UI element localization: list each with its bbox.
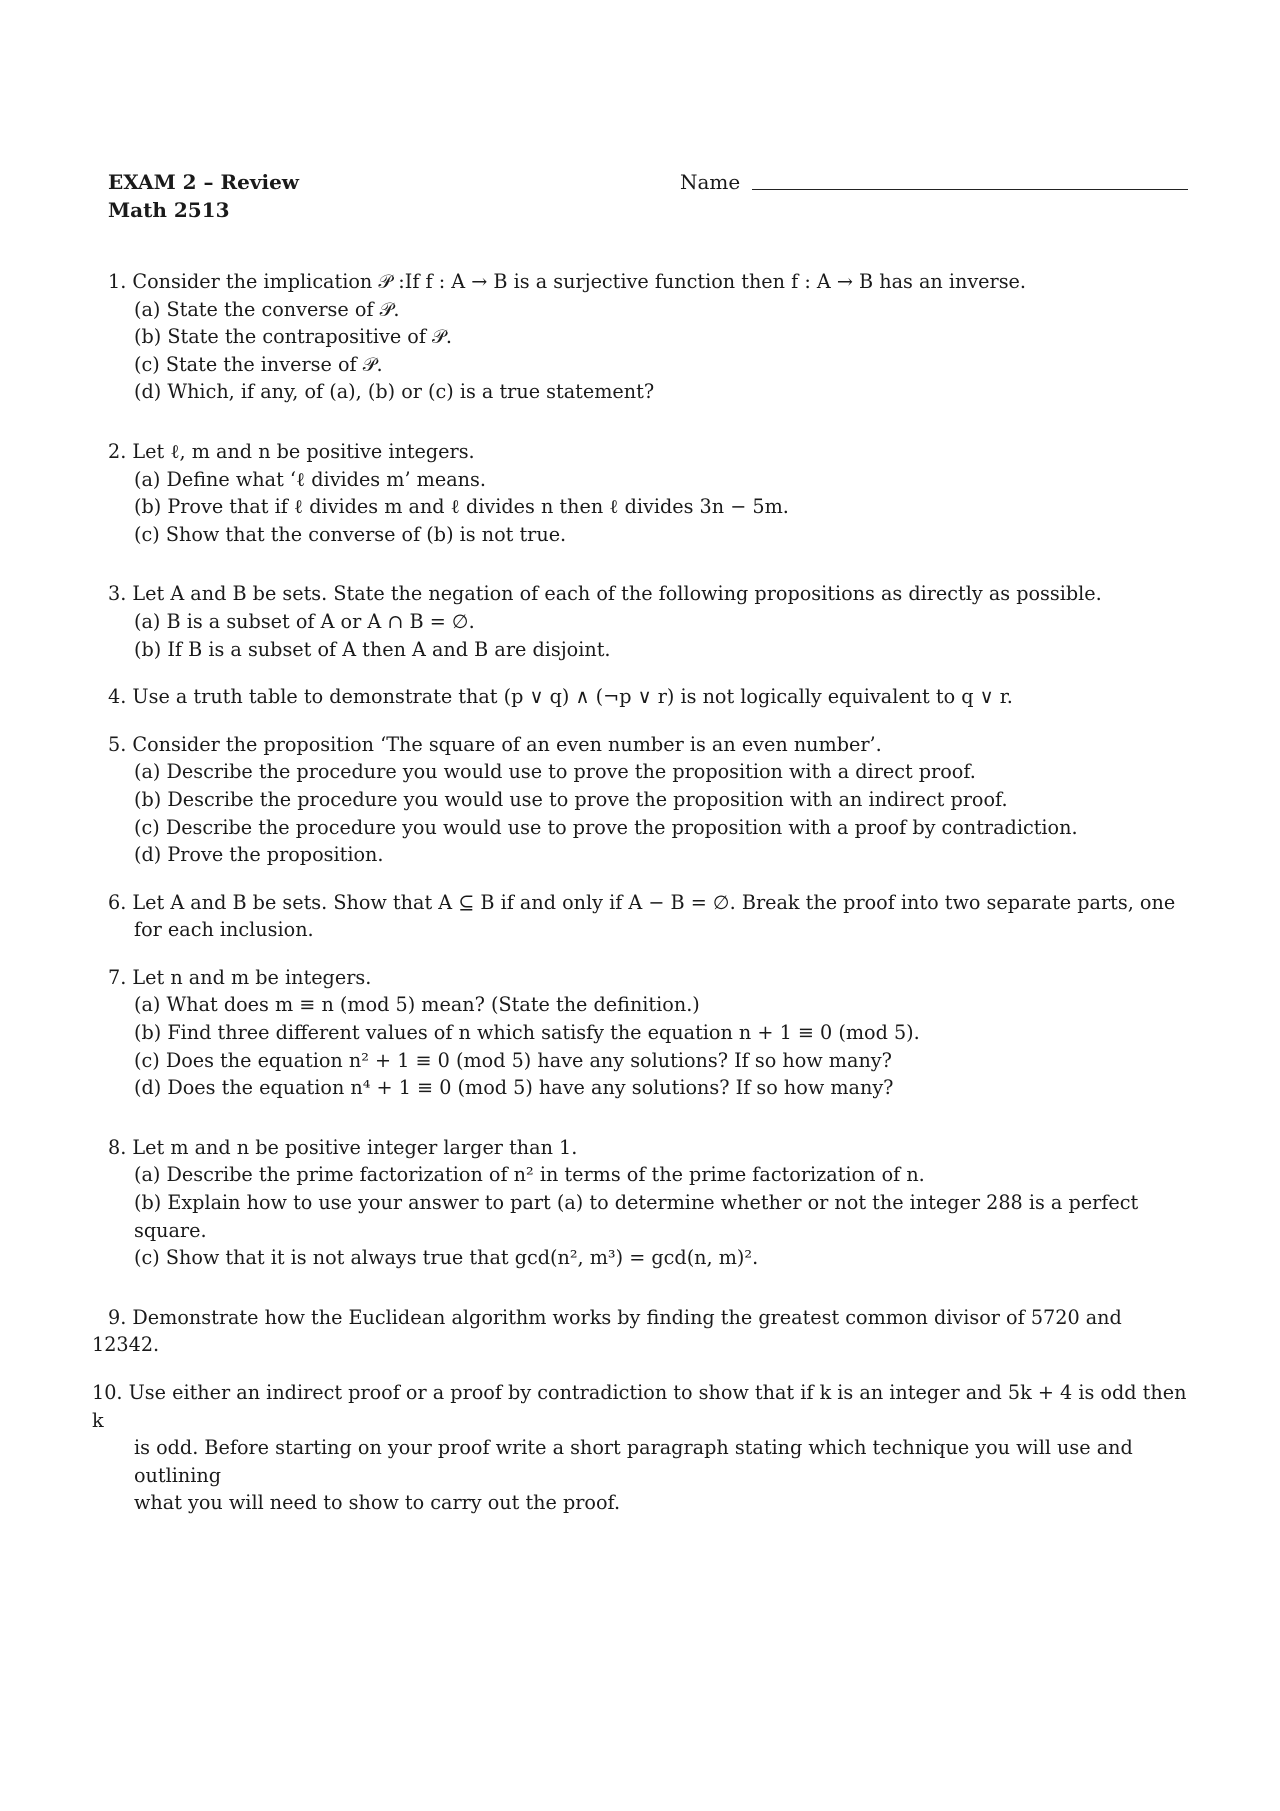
exam-header	[108, 168, 299, 224]
problem-part: (d) Does the equation n⁴ + 1 ≡ 0 (mod 5) have any solutions? If so how many?	[134, 1076, 894, 1100]
problem-number: 6.	[108, 890, 127, 914]
problem-text: Use either an indirect proof or a proof by contradiction to show that if k is an integer and 5k + 4 is odd then k	[92, 1381, 1187, 1432]
problem-number: 7.	[108, 965, 127, 989]
problem-number: 10.	[92, 1381, 123, 1404]
problem-text: Consider the implication 𝒫 :If f : A → B is a surjective function then f : A → B has an inverse.	[132, 270, 1027, 293]
problem-text: Use a truth table to demonstrate that (p ∨ q) ∧ (¬p ∨ r) is not logically equivalent to q ∨ r.	[132, 685, 1013, 709]
problem-10	[92, 1379, 1192, 1517]
problem-part: (c) Show that it is not always true that gcd(n², m³) = gcd(n, m)².	[134, 1246, 759, 1270]
problem-part: (b) Find three different values of n which satisfy the equation n + 1 ≡ 0 (mod 5).	[134, 1021, 920, 1045]
problem-1	[92, 268, 1192, 406]
problem-text: Let n and m be integers.	[132, 965, 372, 989]
problem-part: (b) Explain how to use your answer to part (a) to determine whether or not the integer 288 is a perfect square.	[134, 1191, 1139, 1242]
problem-part: (b) State the contrapositive of 𝒫.	[134, 325, 452, 349]
problem-part: (c) Show that the converse of (b) is not true.	[134, 522, 567, 546]
problem-text: Let m and n be positive integer larger than 1.	[132, 1135, 578, 1159]
problem-text: Let A and B be sets. State the negation of each of the following propositions as directly as possible.	[132, 582, 1102, 606]
problem-part: (c) Describe the procedure you would use to prove the proposition with a proof by contradiction.	[134, 815, 1078, 839]
problem-list	[92, 268, 1192, 1537]
exam-title: EXAM 2 – Review	[108, 170, 300, 194]
problem-part: (a) B is a subset of A or A ∩ B = ∅.	[134, 609, 475, 633]
problem-number: 1.	[108, 270, 127, 293]
problem-number: 9.	[108, 1305, 127, 1329]
problem-part: (a) Describe the prime factorization of n² in terms of the prime factorization of n.	[134, 1163, 925, 1187]
problem-part: (b) Describe the procedure you would use to prove the proposition with an indirect proof.	[134, 787, 1008, 811]
problem-number: 2.	[108, 439, 127, 463]
problem-3	[92, 580, 1192, 663]
problem-part: (b) If B is a subset of A then A and B are disjoint.	[134, 637, 611, 661]
problem-text: Let A and B be sets. Show that A ⊆ B if and only if A − B = ∅. Break the proof into two separate parts, one	[132, 890, 1176, 914]
problem-text-continued: for each inclusion.	[134, 918, 314, 942]
problem-text: Demonstrate how the Euclidean algorithm works by finding the greatest common divisor of 5720 and 12342.	[92, 1305, 1122, 1357]
problem-text: Consider the proposition ‘The square of an even number is an even number’.	[132, 732, 882, 756]
problem-text: Let ℓ, m and n be positive integers.	[132, 439, 475, 463]
course-number: Math 2513	[108, 198, 230, 222]
problem-part: (a) Describe the procedure you would use to prove the proposition with a direct proof.	[134, 760, 976, 784]
problem-part: (b) Prove that if ℓ divides m and ℓ divides n then ℓ divides 3n − 5m.	[134, 495, 789, 519]
problem-number: 5.	[108, 732, 127, 756]
problem-text-continued: is odd. Before starting on your proof write a short paragraph stating which technique you will use and outlining	[134, 1436, 1133, 1487]
problem-number: 4.	[108, 685, 127, 709]
problem-part: (c) State the inverse of 𝒫.	[134, 352, 383, 376]
problem-4	[92, 683, 1192, 711]
problem-part: (d) Prove the proposition.	[134, 843, 384, 867]
problem-8	[92, 1134, 1192, 1272]
problem-part: (a) Define what ‘ℓ divides m’ means.	[134, 467, 486, 491]
problem-5	[92, 731, 1192, 869]
problem-2	[92, 438, 1192, 548]
name-blank-line[interactable]	[752, 189, 1188, 190]
problem-part: (d) Which, if any, of (a), (b) or (c) is a true statement?	[134, 380, 655, 404]
problem-number: 8.	[108, 1135, 127, 1159]
problem-6	[92, 889, 1192, 944]
problem-part: (c) Does the equation n² + 1 ≡ 0 (mod 5) have any solutions? If so how many?	[134, 1048, 892, 1072]
problem-text-continued: what you will need to show to carry out the proof.	[134, 1491, 621, 1515]
problem-9	[92, 1304, 1192, 1359]
problem-part: (a) State the converse of 𝒫.	[134, 297, 400, 321]
problem-7	[92, 964, 1192, 1102]
problem-number: 3.	[108, 582, 127, 606]
name-label: Name	[680, 170, 741, 194]
problem-part: (a) What does m ≡ n (mod 5) mean? (State the definition.)	[134, 993, 700, 1017]
